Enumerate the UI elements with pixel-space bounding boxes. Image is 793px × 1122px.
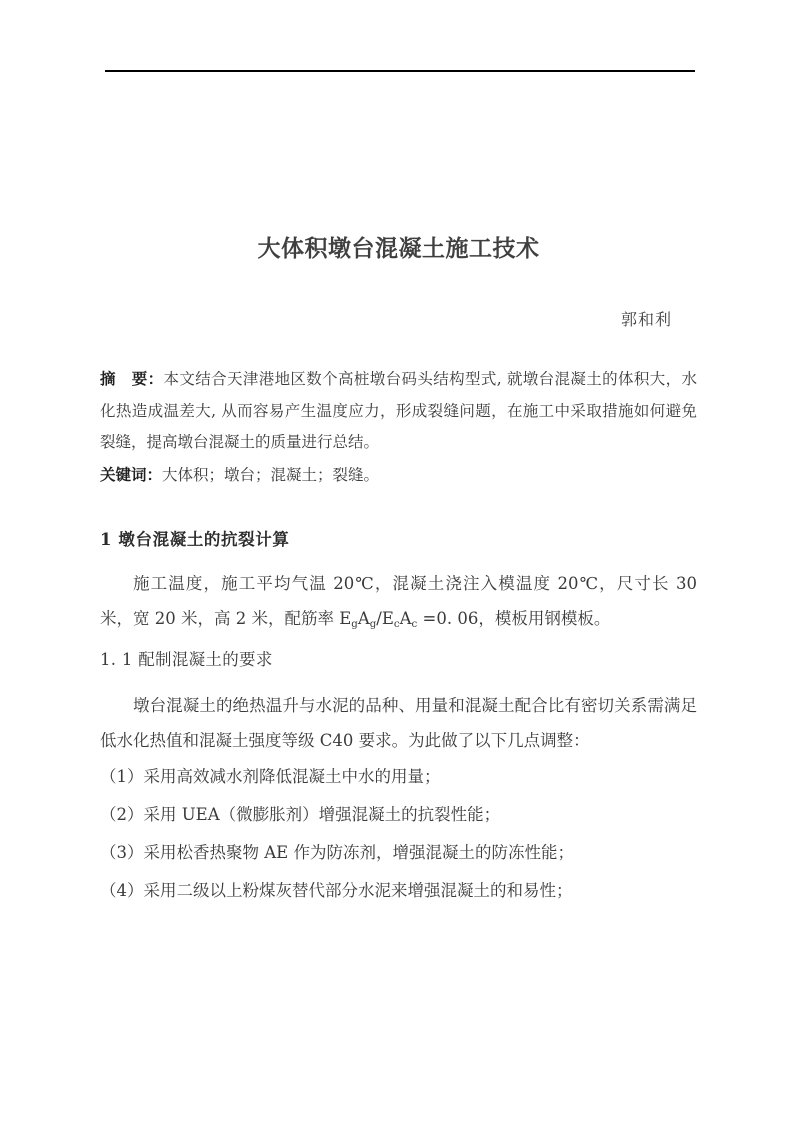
- subsection-1-1-paragraph: 墩台混凝土的绝热温升与水泥的品种、用量和混凝土配合比有密切关系需满足低水化热值和混凝土强度等级 C40 要求。为此做了以下几点调整：: [100, 695, 697, 750]
- list-item: （4）采用二级以上粉煤灰替代部分水泥来增强混凝土的和易性；: [100, 881, 573, 901]
- reinforcement-ratio-formula: [351, 609, 417, 628]
- subsection-heading-1-1: 1. 1 配制混凝土的要求: [100, 650, 273, 670]
- formula-subscript-c1: c: [393, 618, 400, 630]
- abstract-text: 本文结合天津港地区数个高桩墩台码头结构型式, 就墩台混凝土的体积大，水化热造成温差大, 从而容易产生温度应力，形成裂缝问题，在施工中采取措施如何避免裂缝，提高墩台混凝土的质量进行总结。: [100, 369, 697, 452]
- header-rule: [105, 70, 695, 72]
- keywords-text: 大体积；墩台；混凝土；裂缝。: [162, 465, 380, 484]
- formula-subscript-g2: g: [369, 618, 377, 630]
- page-title: 大体积墩台混凝土施工技术: [257, 236, 540, 262]
- formula-subscript-g1: g: [351, 618, 358, 630]
- author-name: 郭和利: [620, 309, 672, 329]
- section-1-paragraph: [100, 566, 697, 637]
- abstract-block: [100, 363, 697, 459]
- section-heading-1: 1 墩台混凝土的抗裂计算: [100, 530, 290, 550]
- paragraph-text-after-formula: =0. 06，模板用钢模板。: [417, 609, 611, 629]
- keywords-block: [100, 459, 697, 492]
- document-content: [100, 225, 697, 910]
- list-item: （1）采用高效减水剂降低混凝土中水的用量；: [100, 767, 441, 787]
- formula-a2: A: [399, 609, 412, 629]
- paragraph-text-before-formula: 施工温度，施工平均气温 20℃，混凝土浇注入模温度 20℃，尺寸长 30 米，宽 20 米，高 2 米，配筋率 E: [100, 573, 697, 629]
- list-item: （2）采用 UEA（微膨胀剂）增强混凝土的抗裂性能；: [100, 805, 501, 825]
- list-item: （3）采用松香热聚物 AE 作为防冻剂，增强混凝土的防冻性能；: [100, 843, 574, 863]
- formula-subscript-c2: c: [411, 618, 418, 630]
- abstract-label: 摘 要：: [100, 368, 164, 388]
- formula-slash-e: /E: [376, 609, 394, 629]
- formula-a1: A: [357, 609, 370, 629]
- keywords-label: 关键词：: [100, 464, 163, 484]
